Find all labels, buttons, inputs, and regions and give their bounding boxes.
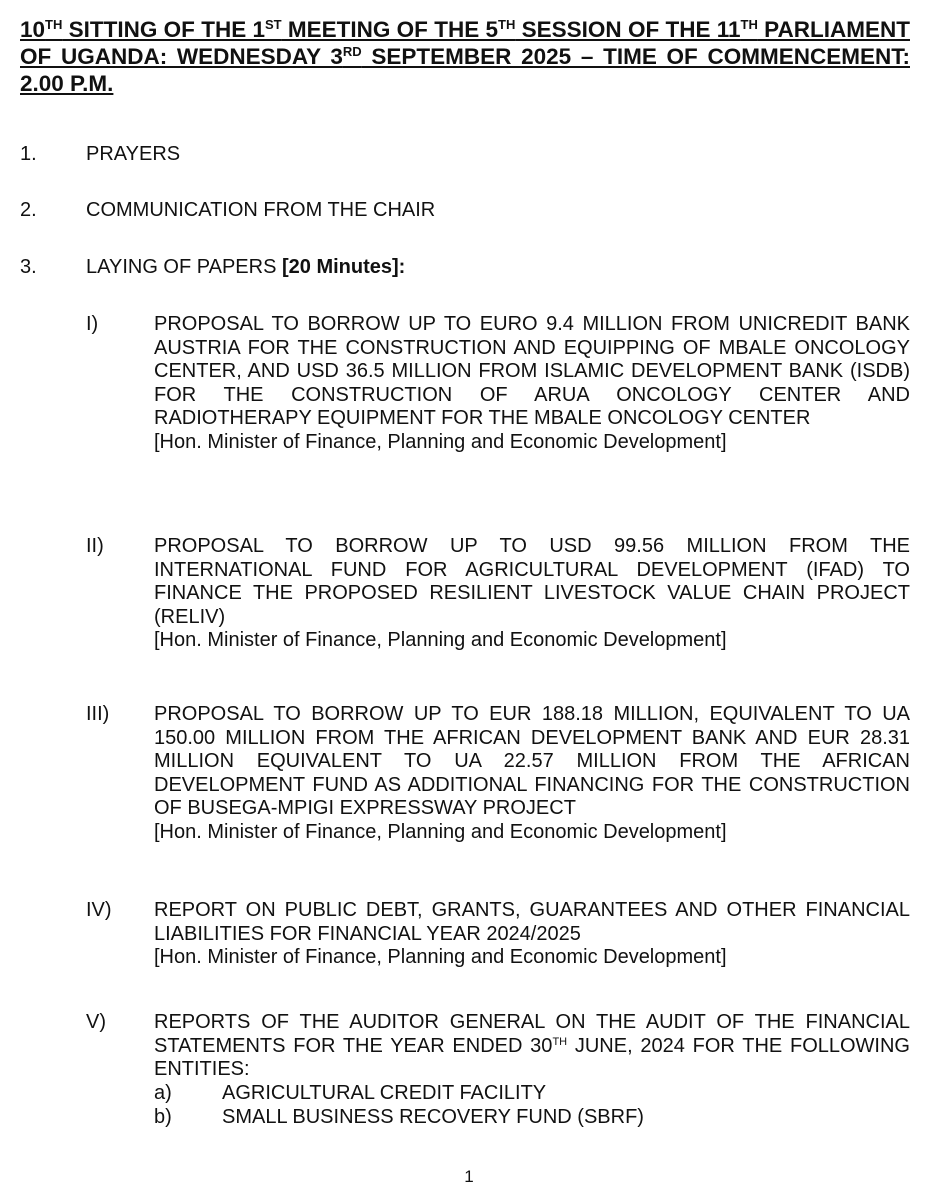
- page-number: 1: [464, 1167, 474, 1186]
- agenda-item-text: LAYING OF PAPERS [20 Minutes]:: [86, 256, 406, 278]
- paper-number: V): [86, 1011, 106, 1033]
- ordinal-suffix: TH: [740, 17, 758, 32]
- paper-minister: [Hon. Minister of Finance, Planning and Economic Development]: [154, 629, 727, 652]
- sitting-title: 10TH SITTING OF THE 1ST MEETING OF THE 5TH SESSION OF THE 11TH PARLIAMENT OF UGANDA: WEDNESDAY 3RD SEPTEMBER 2025 – TIME OF COMMENCEMENT: 2.00 P.M.: [20, 17, 910, 96]
- time-allocation: [20 Minutes]:: [281, 256, 406, 278]
- ordinal-suffix: RD: [342, 44, 362, 59]
- paper-number: III): [86, 703, 110, 725]
- ordinal-suffix: TH: [45, 17, 63, 32]
- paper-description: PROPOSAL TO BORROW UP TO USD 99.56 MILLION FROM THE INTERNATIONAL FUND FOR AGRICULTURAL DEVELOPMENT (IFAD) TO FINANCE THE PROPOSED RESILIENT LIVESTOCK VALUE CHAIN PROJECT (RELIV): [154, 535, 910, 628]
- paper-description: REPORTS OF THE AUDITOR GENERAL ON THE AUDIT OF THE FINANCIAL STATEMENTS FOR THE YEAR ENDED 30TH JUNE, 2024 FOR THE FOLLOWING ENTITIES:: [154, 1011, 910, 1081]
- entity-item: [154, 1106, 910, 1130]
- paper-number: I): [86, 313, 99, 335]
- agenda-item-text: PRAYERS: [86, 143, 181, 165]
- agenda-item-number: 2.: [20, 199, 37, 221]
- paper-minister: [Hon. Minister of Finance, Planning and Economic Development]: [154, 430, 727, 453]
- paper-description: PROPOSAL TO BORROW UP TO EURO 9.4 MILLION FROM UNICREDIT BANK AUSTRIA FOR THE CONSTRUCTION AND EQUIPPING OF MBALE ONCOLOGY CENTER, AND USD 36.5 MILLION FROM ISLAMIC DEVELOPMENT BANK (ISDB) FOR THE CONSTRUCTION OF ARUA ONCOLOGY CENTER AND RADIOTHERAPY EQUIPMENT FOR THE MBALE ONCOLOGY CENTER: [154, 313, 910, 430]
- agenda-item-text: COMMUNICATION FROM THE CHAIR: [86, 199, 436, 221]
- paper-number: II): [86, 535, 104, 557]
- agenda-item-number: 3.: [20, 256, 37, 278]
- paper-description: PROPOSAL TO BORROW UP TO EUR 188.18 MILLION, EQUIVALENT TO UA 150.00 MILLION FROM THE AFRICAN DEVELOPMENT BANK AND EUR 28.31 MILLION EQUIVALENT TO UA 22.57 MILLION FROM THE AFRICAN DEVELOPMENT FUND AS ADDITIONAL FINANCING FOR THE CONSTRUCTION OF BUSEGA-MPIGI EXPRESSWAY PROJECT: [154, 703, 910, 820]
- paper-minister: [Hon. Minister of Finance, Planning and Economic Development]: [154, 820, 727, 843]
- entity-label: a): [154, 1081, 172, 1104]
- agenda-item-number: 1.: [20, 143, 37, 165]
- paper-number: IV): [86, 899, 112, 921]
- entity-item: [154, 1082, 910, 1106]
- ordinal-suffix: ST: [265, 17, 282, 32]
- entity-text: AGRICULTURAL CREDIT FACILITY: [222, 1081, 547, 1104]
- entity-text: SMALL BUSINESS RECOVERY FUND (SBRF): [222, 1105, 644, 1128]
- ordinal-suffix: TH: [498, 17, 516, 32]
- ordinal-suffix: TH: [552, 1035, 568, 1048]
- paper-description: REPORT ON PUBLIC DEBT, GRANTS, GUARANTEES AND OTHER FINANCIAL LIABILITIES FOR FINANCIAL YEAR 2024/2025: [154, 899, 910, 945]
- entity-label: b): [154, 1105, 172, 1128]
- paper-minister: [Hon. Minister of Finance, Planning and Economic Development]: [154, 946, 727, 969]
